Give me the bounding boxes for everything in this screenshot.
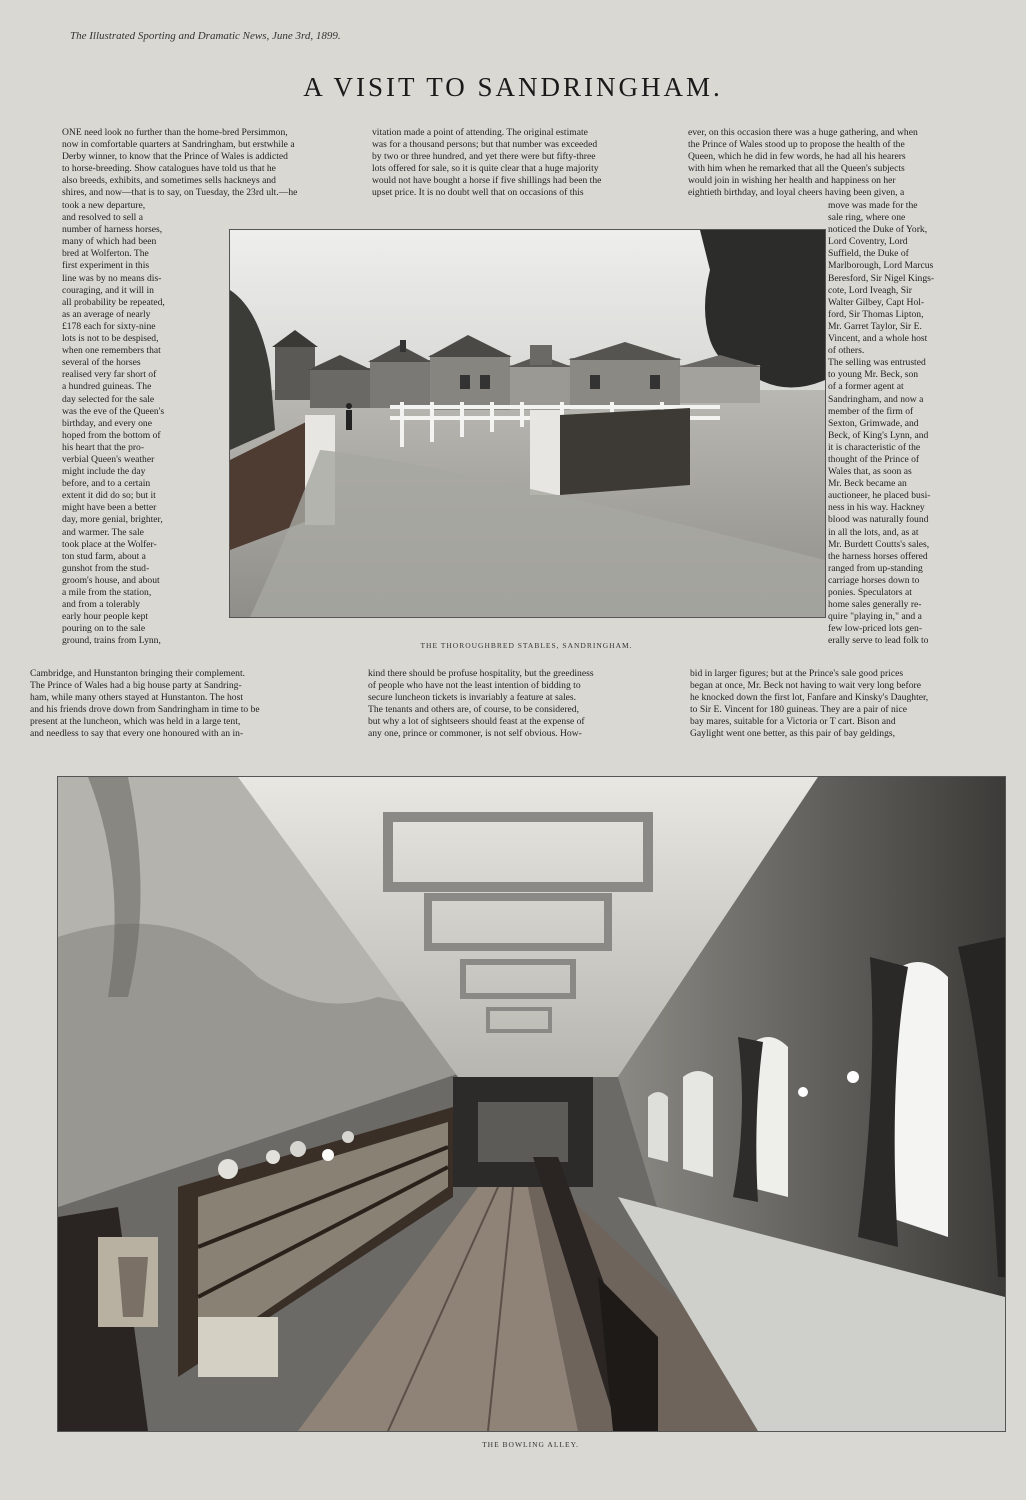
text-line: was the eve of the Queen's [62, 405, 165, 417]
text-line: and from a tolerably [62, 599, 141, 611]
text-line: many of which had been [62, 236, 157, 248]
text-line: Gaylight went one better, as this pair of bay geldings, [690, 728, 896, 740]
text-line: The tenants and others are, of course, to be considered, [368, 704, 579, 716]
text-line: extent it did do so; but it [62, 490, 156, 502]
text-line: ground, trains from Lynn, [62, 635, 161, 647]
stables-illustration [230, 230, 825, 617]
text-line: would join in wishing her health and happiness on her [688, 175, 896, 187]
text-line: blood was naturally found [828, 514, 929, 526]
text-line: kind there should be profuse hospitality, but the greediness [368, 668, 594, 679]
text-line: Mr. Beck became an [828, 478, 907, 490]
text-line: took place at the Wolfer- [62, 538, 157, 550]
text-line: The selling was entrusted [828, 357, 926, 369]
text-line: secure luncheon tickets is invariably a feature at sales. [368, 692, 577, 704]
text-line: move was made for the [828, 200, 918, 211]
text-line: and needless to say that every one honoured with an in- [30, 728, 244, 740]
text-line: realised very far short of [62, 369, 157, 381]
text-line: Beck, of King's Lynn, and [828, 429, 929, 441]
text-line: might include the day [62, 466, 146, 478]
text-line: ponies. Speculators at [828, 587, 912, 598]
text-line: the Prince of Wales stood up to propose the health of the [688, 139, 905, 151]
text-line: number of harness horses, [62, 224, 163, 236]
text-line: ever, on this occasion there was a huge gathering, and when [688, 127, 918, 138]
col3-bottom [690, 668, 990, 741]
text-line: hoped from the bottom of [62, 429, 161, 441]
text-line: of people who have not the least intention of bidding to [368, 680, 581, 692]
bowling-caption: THE BOWLING ALLEY. [482, 1440, 579, 1449]
text-line: early hour people kept [62, 611, 149, 623]
col1-bottom [30, 668, 352, 741]
text-line: a mile from the station, [62, 587, 152, 598]
text-line: Lord Coventry, Lord [828, 236, 908, 248]
col3-top [688, 127, 986, 200]
text-line: vitation made a point of attending. The original estimate [372, 127, 588, 138]
bowling-alley-illustration [58, 777, 1005, 1431]
text-line: cote, Lord Iveagh, Sir [828, 284, 912, 296]
text-line: day selected for the sale [62, 393, 155, 405]
text-line: in all the lots, and, as at [828, 526, 919, 538]
col2-bottom [368, 668, 672, 741]
text-line: it is characteristic of the [828, 441, 921, 453]
text-line: to young Mr. Beck, son [828, 369, 919, 381]
text-line: ford, Sir Thomas Lipton, [828, 308, 924, 320]
text-line: Sexton, Grimwade, and [828, 417, 919, 429]
text-line: ONE need look no further than the home-bred Persimmon, [62, 127, 288, 138]
text-line: £178 each for sixty-nine [62, 320, 156, 332]
text-line: and resolved to sell a [62, 212, 143, 224]
text-line: of others. [828, 345, 865, 357]
text-line: Wales that, as soon as [828, 466, 912, 478]
text-line: and warmer. The sale [62, 526, 144, 538]
text-line: of a former agent at [828, 381, 904, 393]
text-line: Derby winner, to know that the Prince of Wales is addicted [62, 151, 288, 163]
text-line: all probability be repeated, [62, 296, 165, 308]
text-line: also breeds, exhibits, and sometimes sells hackneys and [62, 175, 276, 187]
text-line: bred at Wolferton. The [62, 248, 149, 260]
text-line: his heart that the pro- [62, 441, 145, 453]
text-line: Queen, which he did in few words, he had all his hearers [688, 151, 906, 163]
text-line: several of the horses [62, 357, 141, 369]
text-line: ham, while many others stayed at Hunstanton. The host [30, 692, 243, 704]
text-line: thought of the Prince of [828, 453, 920, 465]
text-line: began at once, Mr. Beck not having to wait very long before [690, 680, 921, 692]
text-line: was for a thousand persons; but that number was exceeded [372, 139, 598, 151]
text-line: member of the firm of [828, 405, 914, 417]
text-line: Walter Gilbey, Capt Hol- [828, 296, 925, 308]
text-line: erally serve to lead folk to [828, 635, 929, 647]
text-line: few low-priced lots gen- [828, 623, 923, 635]
col1-narrow [62, 200, 222, 647]
text-line: and his friends drove down from Sandringham in time to be [30, 704, 260, 716]
text-line: Vincent, and a whole host [828, 333, 928, 345]
article-title: A VISIT TO SANDRINGHAM. [303, 72, 723, 102]
text-line: couraging, and it will in [62, 284, 154, 296]
text-line: Beresford, Sir Nigel Kings- [828, 272, 935, 284]
text-line: bay mares, suitable for a Victoria or T cart. Bison and [690, 716, 896, 728]
col2-top [372, 127, 672, 200]
text-line: home sales generally re- [828, 599, 922, 611]
text-line: by two or three hundred, and yet there were but fifty-three [372, 151, 596, 163]
text-line: pouring on to the sale [62, 623, 146, 635]
text-line: with him when he remarked that all the Queen's subjects [688, 163, 905, 175]
text-line: Mr. Garret Taylor, Sir E. [828, 320, 922, 332]
text-line: ton stud farm, about a [62, 550, 146, 562]
text-line: he knocked down the first lot, Fanfare and Kinsky's Daughter, [690, 692, 929, 704]
text-line: Mr. Burdett Coutts's sales, [828, 538, 930, 550]
text-line: eightieth birthday, and loyal cheers having been given, a [688, 187, 905, 199]
text-line: auctioneer, he placed busi- [828, 490, 931, 502]
stables-caption: THE THOROUGHBRED STABLES, SANDRINGHAM. [420, 641, 633, 650]
text-line: lots offered for sale, so it is quite clear that a huge majority [372, 163, 599, 175]
text-line: present at the luncheon, which was held in a large tent, [30, 716, 241, 728]
text-line: Cambridge, and Hunstanton bringing their complement. [30, 668, 246, 679]
text-line: would not have bought a horse if five shillings had been the [372, 175, 602, 187]
text-line: carriage horses down to [828, 574, 920, 586]
text-line: day, more genial, brighter, [62, 514, 163, 526]
text-line: bid in larger figures; but at the Prince's sale good prices [690, 668, 904, 679]
text-line: to horse-breeding. Show catalogues have told us that he [62, 163, 276, 175]
text-line: The Prince of Wales had a big house party at Sandring- [30, 680, 242, 692]
bowling-alley-photo [57, 776, 1006, 1432]
text-line: as an average of nearly [62, 308, 151, 320]
text-line: noticed the Duke of York, [828, 224, 928, 236]
text-line: the harness horses offered [828, 550, 928, 562]
text-line: birthday, and every one [62, 417, 152, 429]
running-head: The Illustrated Sporting and Dramatic News, June 3rd, 1899. [70, 30, 341, 42]
text-line: Marlborough, Lord Marcus [828, 260, 934, 272]
text-line: gunshot from the stud- [62, 562, 150, 574]
text-line: Sandringham, and now a [828, 393, 924, 405]
text-line: lots is not to be despised, [62, 333, 159, 345]
text-line: upset price. It is no doubt well that on occasions of this [372, 187, 584, 199]
text-line: quire "playing in," and a [828, 611, 922, 623]
text-line: line was by no means dis- [62, 272, 162, 284]
text-line: before, and to a certain [62, 478, 151, 490]
text-line: might have been a better [62, 502, 157, 514]
text-line: any one, prince or commoner, is not self obvious. How- [368, 728, 582, 740]
text-line: but why a lot of sightseers should feast at the expense of [368, 716, 585, 728]
text-line: when one remembers that [62, 345, 161, 357]
text-line: first experiment in this [62, 260, 150, 272]
text-line: to Sir E. Vincent for 180 guineas. They are a pair of nice [690, 704, 907, 716]
text-line: groom's house, and about [62, 574, 160, 586]
text-line: Suffield, the Duke of [828, 248, 909, 260]
text-line: took a new departure, [62, 200, 146, 211]
col3-narrow [828, 200, 986, 647]
text-line: a hundred guineas. The [62, 381, 152, 393]
text-line: now in comfortable quarters at Sandringham, but erstwhile a [62, 139, 295, 151]
text-line: ness in his way. Hackney [828, 502, 925, 514]
text-line: verbial Queen's weather [62, 453, 155, 465]
text-line: sale ring, where one [828, 212, 906, 224]
col1-top [62, 127, 358, 200]
text-line: shires, and now—that is to say, on Tuesday, the 23rd ult.—he [62, 187, 298, 199]
text-line: ranged from up-standing [828, 562, 923, 574]
stables-photo [229, 229, 826, 618]
